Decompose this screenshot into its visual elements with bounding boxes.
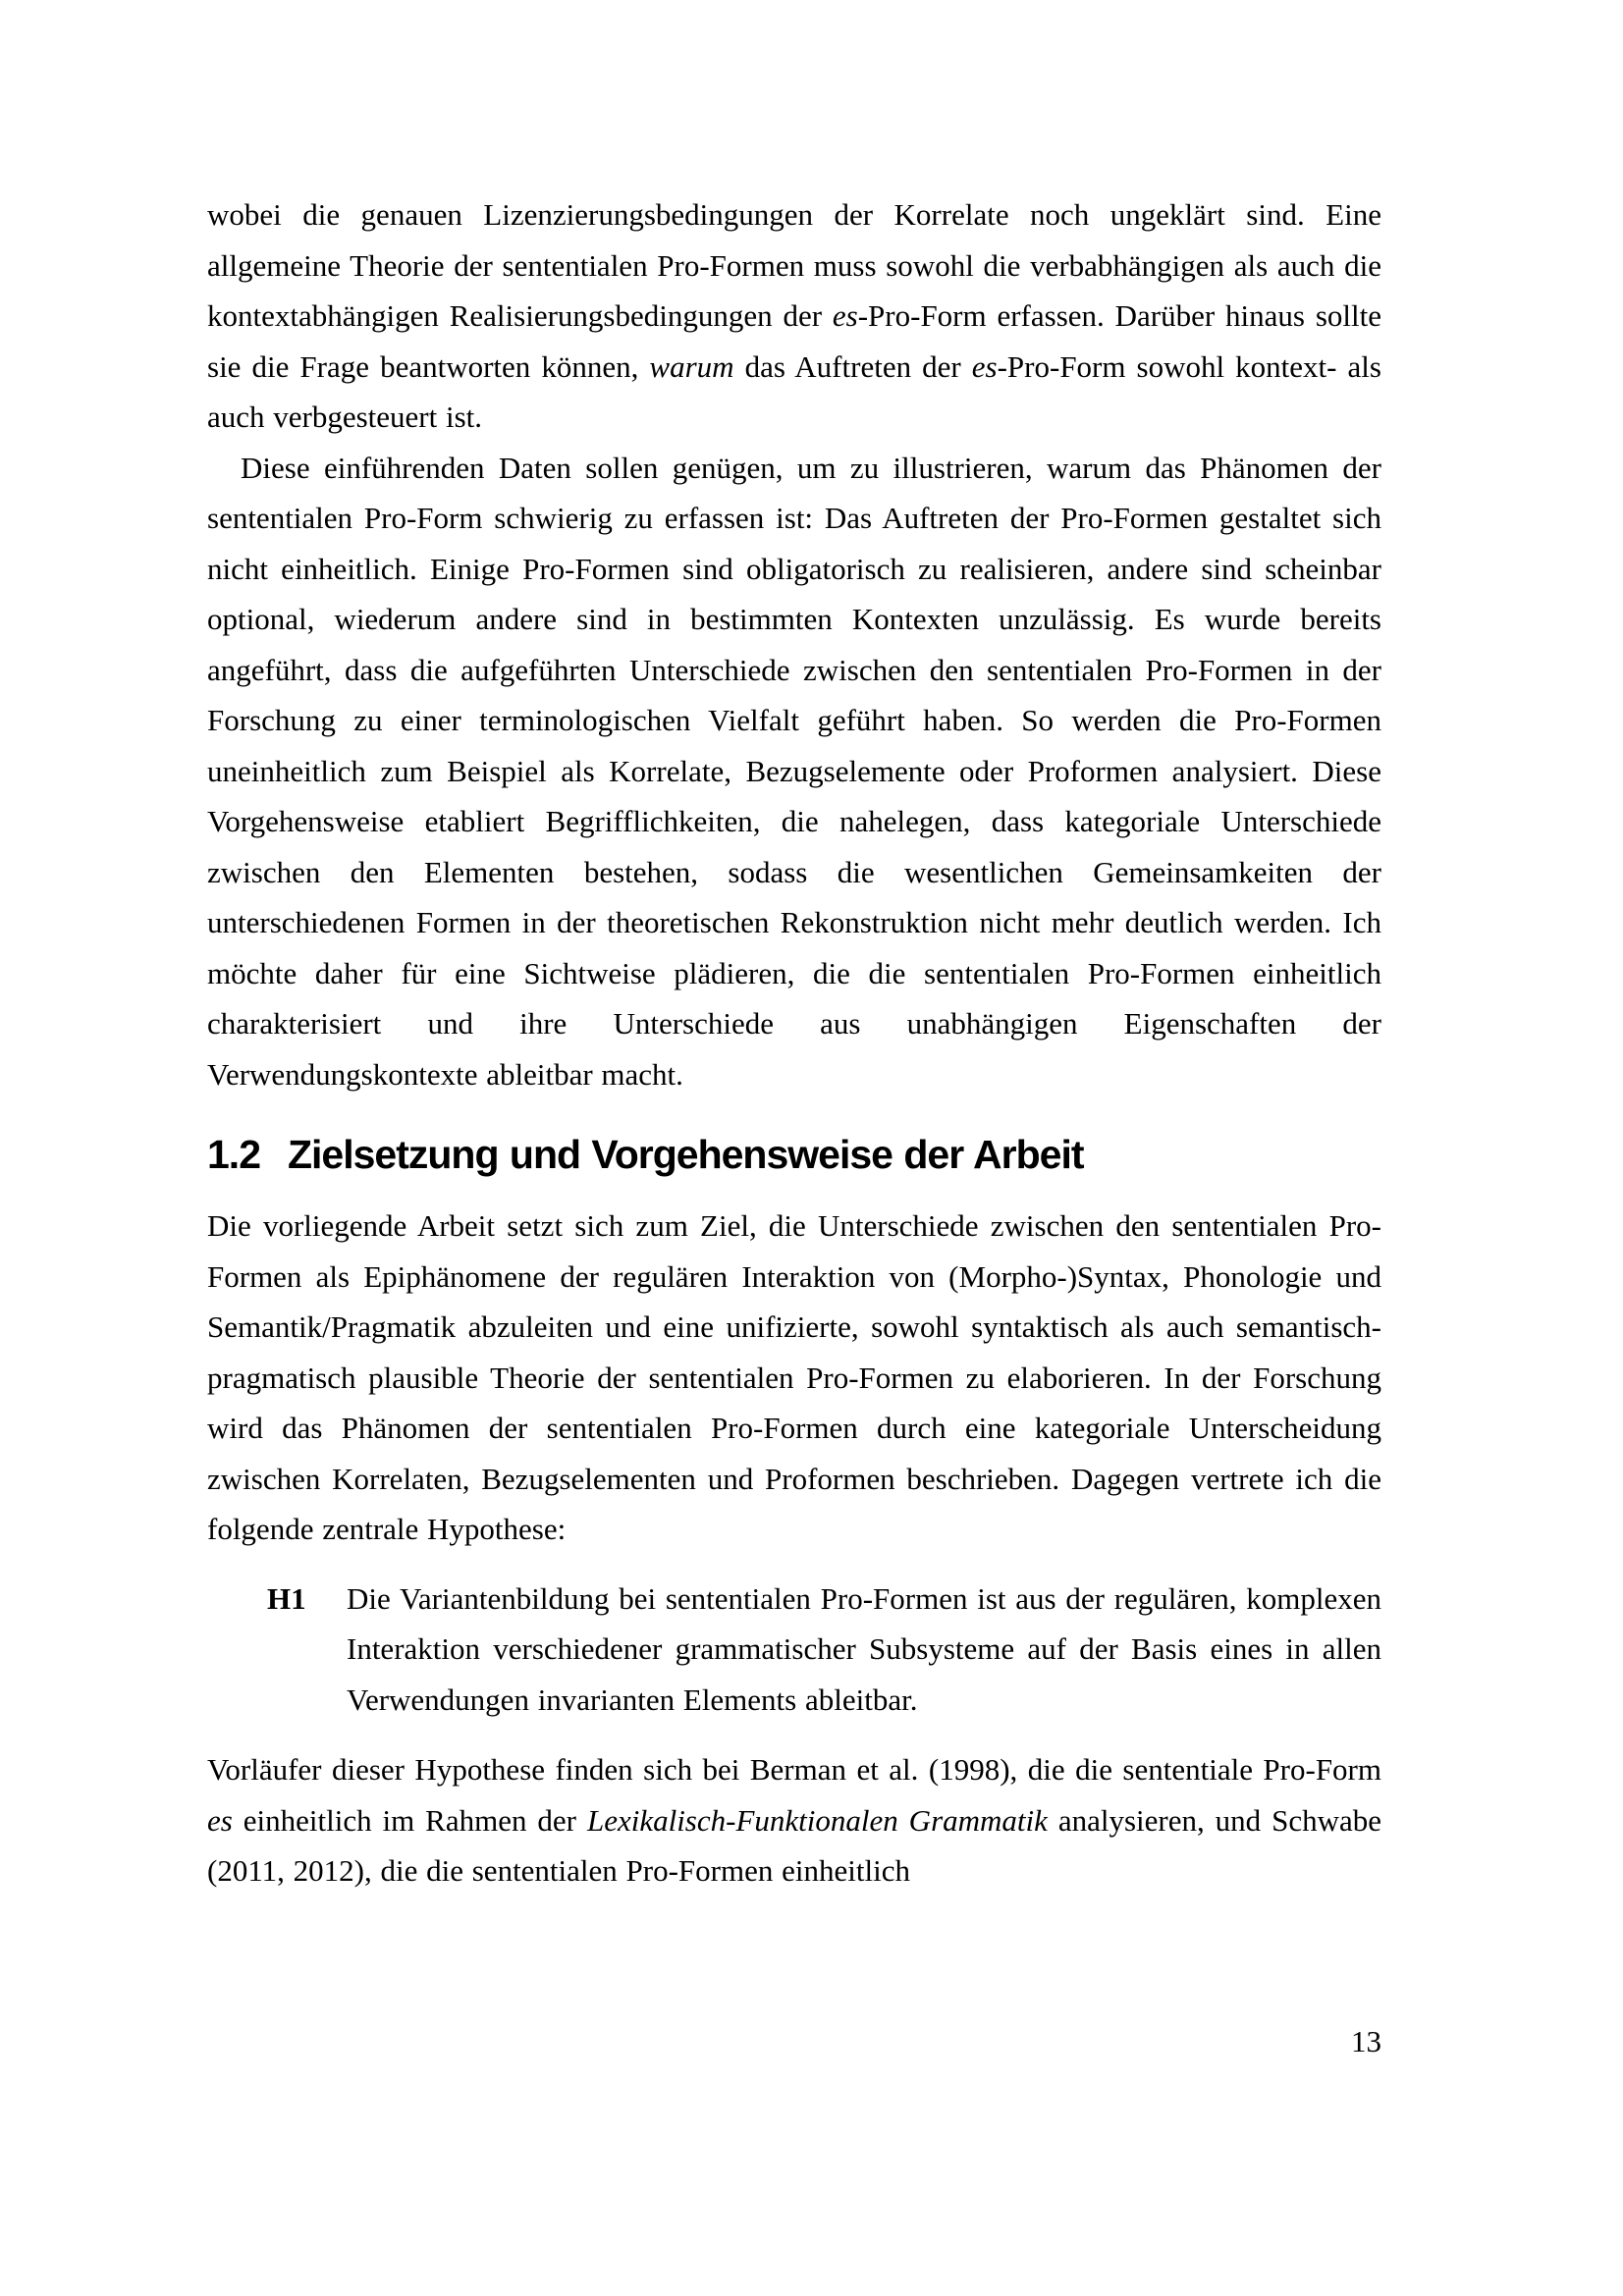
paragraph-precursors [207,1744,1381,1896]
text-segment: wobei die genauen Lizenzierungsbedingungen der Korrelate noch ungeklärt sind. Eine allgemeine Theorie der sententialen Pro-Formen muss sowohl die verbabhängigen als auch die kontextabhängigen Realisierungsbedingungen der [207,197,1381,333]
paragraph-intro-continuation [207,189,1381,443]
paragraph-goals: Die vorliegende Arbeit setzt sich zum Ziel, die Unterschiede zwischen den sententialen Pro-Formen als Epiphänomene der regulären Interaktion von (Morpho-)Syntax, Phonologie und Semantik/Pragmatik abzuleiten und eine unifizierte, sowohl syntaktisch als auch semantisch-pragmatisch plausible Theorie der sententialen Pro-Formen zu elaborieren. In der Forschung wird das Phänomen der sententialen Pro-Formen durch eine kategoriale Unterscheidung zwischen Korrelaten, Bezugselementen und Proformen beschrieben. Dagegen vertrete ich die folgende zentrale Hypothese: [207,1208,1381,1546]
text-segment: es [971,348,998,384]
hypothesis-label: H1 [267,1580,306,1616]
text-segment: es [832,298,858,333]
text-segment: warum [649,348,734,384]
text-segment: -Pro-Form sowohl kontext- als auch verbgesteuert ist. [207,348,1381,434]
text-segment: einheitlich im Rahmen der [232,1802,587,1838]
text-segment: Vorläufer dieser Hypothese finden sich bei Berman et al. (1998), die die sententiale Pro-Form [207,1752,1381,1787]
text-segment: analysieren, und Schwabe (2011, 2012), die die sententialen Pro-Formen einheitlich [207,1802,1381,1888]
text-segment: Lexikalisch-Funktionalen Grammatik [586,1802,1048,1838]
text-segment: das Auftreten der [733,348,972,384]
section-heading [207,1129,1381,1180]
section-title: Zielsetzung und Vorgehensweise der Arbeit [288,1132,1084,1177]
body-text [207,189,1381,1896]
section-number: 1.2 [207,1132,260,1177]
hypothesis-block [267,1574,1381,1726]
text-segment: es [207,1802,233,1838]
hypothesis-text: Die Variantenbildung bei sententialen Pro-Formen ist aus der regulären, komplexen Interaktion verschiedener grammatischer Subsysteme auf der Basis eines in allen Verwendungen invarianten Elements ableitbar. [347,1580,1381,1717]
paragraph-phenomenon-overview: Diese einführenden Daten sollen genügen, um zu illustrieren, warum das Phänomen der sententialen Pro-Form schwierig zu erfassen ist: Das Auftreten der Pro-Formen gestaltet sich nicht einheitlich. Einige Pro-Formen sind obligatorisch zu realisieren, andere sind scheinbar optional, wiederum andere sind in bestimmten Kontexten unzulässig. Es wurde bereits angeführt, dass die aufgeführten Unterschiede zwischen den sententialen Pro-Formen in der Forschung zu einer terminologischen Vielfalt geführt haben. So werden die Pro-Formen uneinheitlich zum Beispiel als Korrelate, Bezugselemente oder Proformen analysiert. Diese Vorgehensweise etabliert Begrifflichkeiten, die nahelegen, dass kategoriale Unterschiede zwischen den Elementen bestehen, sodass die wesentlichen Gemeinsamkeiten der unterschiedenen Formen in der theoretischen Rekonstruktion nicht mehr deutlich werden. Ich möchte daher für eine Sichtweise plädieren, die die sententialen Pro-Formen einheitlich charakterisiert und ihre Unterschiede aus unabhängigen Eigenschaften der Verwendungskontexte ableitbar macht. [207,450,1381,1092]
page-number: 13 [1351,2024,1381,2058]
text-segment: -Pro-Form erfassen. Darüber hinaus sollte sie die Frage beantworten können, [207,298,1381,384]
